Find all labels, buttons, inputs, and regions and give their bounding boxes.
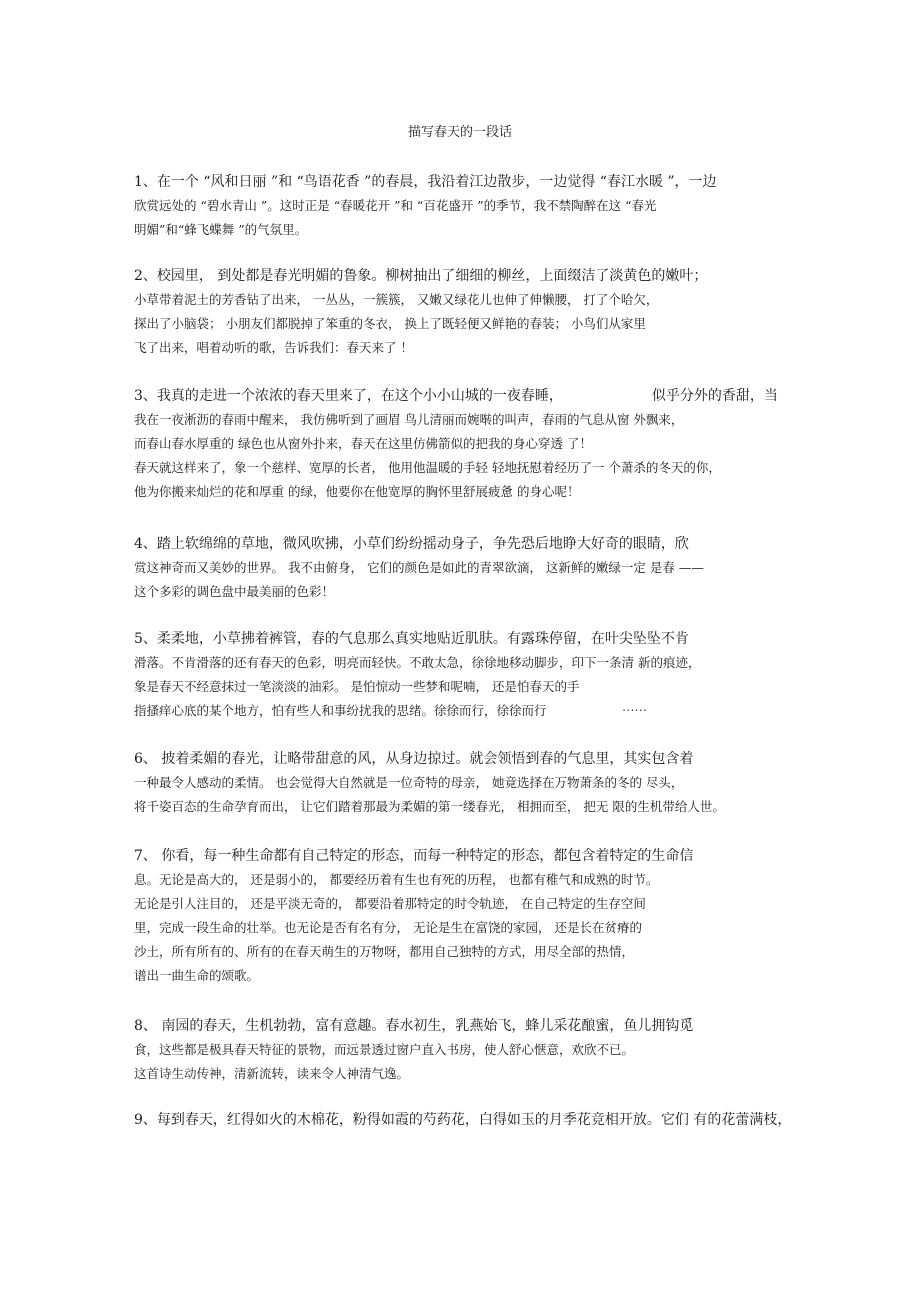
paragraph-line: 1、在一个 “风和日丽 ”和 “鸟语花香 ”的春晨，我沿着江边散步，一边觉得 “春江水暖 ”，一边	[134, 174, 717, 190]
paragraph-4	[134, 532, 794, 604]
paragraph-6	[134, 747, 794, 819]
paragraph-line: 我在一夜淅沥的春雨中醒来， 我仿佛听到了画眉 鸟儿清丽而婉啭的叫声，春雨的气息从窗 外飘来，	[134, 412, 684, 427]
paragraph-7	[134, 844, 794, 988]
paragraph-8	[134, 1014, 794, 1086]
paragraph-line: 春天就这样来了，象一个慈样、宽厚的长者， 他用他温暖的手轻 轻地抚慰着经历了一 个萧杀的冬天的你，	[134, 460, 721, 475]
paragraph-line: 3、我真的走进一个浓浓的春天里来了，在这个小小山城的一夜春睡， 似乎分外的香甜，当	[134, 388, 778, 404]
paragraph-line: 而春山春水厚重的 绿色也从窗外扑来，春天在这里仿佛箭似的把我的身心穿透 了！	[134, 436, 592, 451]
paragraph-5	[134, 627, 794, 723]
paragraph-2	[134, 264, 794, 360]
paragraph-line: 明媚”和“蜂飞蝶舞 ”的气氛里。	[134, 222, 308, 237]
paragraph-1	[134, 170, 794, 242]
paragraph-line: 食，这些都是极具春天特征的景物，而远景透过窗户直入书房，使人舒心惬意，欢欣不已。	[134, 1042, 635, 1057]
paragraph-line: 谱出一曲生命的颂歌。	[134, 968, 260, 983]
paragraph-line: 无论是引人注目的， 还是平淡无奇的， 都要沿着那特定的时令轨迹， 在自己特定的生存空间	[134, 896, 646, 911]
paragraph-line: 5、柔柔地，小草拂着裤管，春的气息那么真实地贴近肌肤。有露珠停留，在叶尖坠坠不肯	[134, 631, 689, 647]
paragraph-line: 沙土，所有所有的、所有的在春天萌生的万物呀，都用自己独特的方式，用尽全部的热情，	[134, 944, 635, 959]
paragraph-line: 这首诗生动传神，清新流转，读来令人神清气逸。	[134, 1066, 410, 1081]
paragraph-line: 这个多彩的调色盘中最美丽的色彩！	[134, 584, 335, 599]
paragraph-line: 小草带着泥土的芳香钻了出来， 一丛丛，一簇簇， 又嫩又绿花儿也伸了伸懒腰， 打了个哈欠，	[134, 292, 659, 307]
paragraph-9	[134, 1108, 794, 1132]
paragraph-line: 赏这神奇而又美妙的世界。 我不由俯身， 它们的颜色是如此的青翠欲滴， 这新鲜的嫩绿一定 是春 ——	[134, 560, 704, 575]
paragraph-line: 飞了出来，唱着动听的歌，告诉我们：春天来了 ！	[134, 340, 413, 355]
paragraph-line: 滑落。不肯滑落的还有春天的色彩，明亮而轻快。不敢太急，徐徐地移动脚步，印下一条清 新的痕迹，	[134, 655, 701, 670]
paragraph-line: 象是春天不经意抹过一笔淡淡的油彩。 是怕惊动一些梦和呢喃， 还是怕春天的手	[134, 679, 580, 694]
paragraph-line: 2、校园里， 到处都是春光明媚的鲁象。柳树抽出了细细的柳丝，上面缀洁了淡黄色的嫩叶；	[134, 268, 708, 284]
paragraph-3	[134, 384, 794, 504]
document-title: 描写春天的一段话	[407, 125, 512, 140]
paragraph-line: 9、每到春天，红得如火的木棉花，粉得如霞的芍药花，白得如玉的月季花竞相开放。它们 有的花蕾满枝，	[134, 1112, 792, 1128]
paragraph-line: 6、 披着柔媚的春光，让略带甜意的风，从身边掠过。就会领悟到春的气息里，其实包含着	[134, 751, 694, 767]
paragraph-line: 7、 你看，每一种生命都有自己特定的形态，而每一种特定的形态，都包含着特定的生命信	[134, 848, 694, 864]
paragraph-line: 一种最令人感动的柔情。 也会觉得大自然就是一位奇特的母亲， 她竟选择在万物萧条的冬的 尽头，	[134, 775, 684, 790]
paragraph-line: 4、踏上软绵绵的草地，微风吹拂，小草们纷纷摇动身子，争先恐后地睁大好奇的眼睛，欣	[134, 536, 689, 552]
paragraph-line: 息。无论是高大的， 还是弱小的， 都要经历着有生也有死的历程， 也都有稚气和成熟的时节。	[134, 872, 659, 887]
paragraph-line: 他为你搬来灿烂的花和厚重 的绿，他要你在他宽厚的胸怀里舒展疲惫 的身心呢！	[134, 484, 580, 499]
paragraph-line: 将千姿百态的生命孕育而出， 让它们踏着那最为柔媚的第一缕春光， 相拥而至， 把无 限的生机带给人世。	[134, 799, 725, 814]
paragraph-line: 里，完成一段生命的壮举。也无论是否有名有分， 无论是生在富饶的家园， 还是长在贫瘠的	[134, 920, 642, 935]
paragraph-line: 指搔痒心底的某个地方，怕有些人和事纷扰我的思绪。徐徐而行，徐徐而行 ⋯⋯	[134, 703, 647, 718]
paragraph-line: 探出了小脑袋； 小朋友们都脱掉了笨重的冬衣， 换上了既轻便又鲜艳的春装； 小鸟们从家里	[134, 316, 646, 331]
paragraph-line: 欣赏远处的 “碧水青山 ”。这时正是 “春暖花开 ”和 “百花盛开 ”的季节，我不禁陶醉在这 “春光	[134, 198, 657, 213]
paragraph-line: 8、 南园的春天，生机勃勃，富有意趣。春水初生，乳燕始飞，蜂儿采花酿蜜，鱼儿拥钩觅	[134, 1018, 694, 1034]
